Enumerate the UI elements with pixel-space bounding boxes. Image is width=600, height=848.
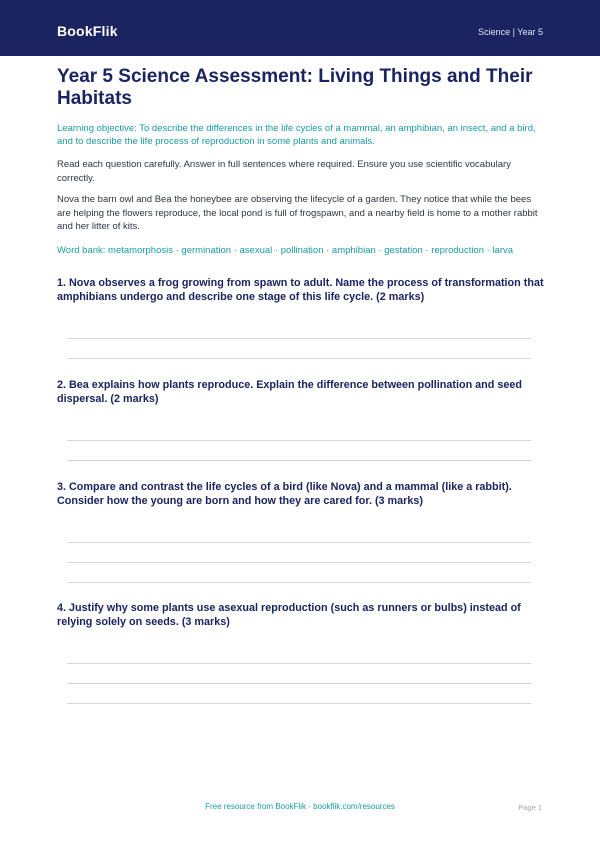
answer-line[interactable] xyxy=(67,338,531,339)
word-bank: Word bank: metamorphosis · germination · asexual · pollination · amphibian · gestation · reproduction · larva xyxy=(57,245,514,256)
answer-line[interactable] xyxy=(67,440,531,441)
scenario-text: Nova the barn owl and Bea the honeybee are observing the lifecycle of a garden. They notice that while the bees are helping the flowers reproduce, the local pond is full of frogspawn, and a nearby field is home to a mother rabbit and her litter of kits. xyxy=(57,194,538,232)
question-1: 1. Nova observes a frog growing from spawn to adult. Name the process of transformation that amphibians undergo and describe one stage of this life cycle. (2 marks) xyxy=(57,277,544,303)
page-title: Year 5 Science Assessment: Living Things and Their Habitats xyxy=(57,66,533,109)
answer-line[interactable] xyxy=(67,703,531,704)
answer-line[interactable] xyxy=(67,562,531,563)
learning-objective: Learning objective: To describe the differences in the life cycles of a mammal, an amphibian, an insect, and a bird, and to describe the life process of reproduction in some plants and animals. xyxy=(57,123,536,147)
answer-line[interactable] xyxy=(67,542,531,543)
instructions: Read each question carefully. Answer in full sentences where required. Ensure you use scientific vocabulary correctly. xyxy=(57,159,511,184)
answer-line[interactable] xyxy=(67,460,531,461)
page-number: Page 1 xyxy=(518,803,542,812)
header-bar xyxy=(0,0,600,56)
brand-logo: BookFlik xyxy=(57,23,118,39)
question-3: 3. Compare and contrast the life cycles of a bird (like Nova) and a mammal (like a rabbit). Consider how the young are born and how they are cared for. (3 marks) xyxy=(57,481,512,507)
question-2: 2. Bea explains how plants reproduce. Explain the difference between pollination and seed dispersal. (2 marks) xyxy=(57,379,522,405)
question-4: 4. Justify why some plants use asexual reproduction (such as runners or bulbs) instead of relying solely on seeds. (3 marks) xyxy=(57,602,521,628)
answer-line[interactable] xyxy=(67,683,531,684)
footer-link[interactable]: Free resource from BookFlik · bookflik.com/resources xyxy=(205,802,395,811)
subject-year-label: Science | Year 5 xyxy=(478,27,543,37)
answer-line[interactable] xyxy=(67,582,531,583)
answer-line[interactable] xyxy=(67,663,531,664)
answer-line[interactable] xyxy=(67,358,531,359)
